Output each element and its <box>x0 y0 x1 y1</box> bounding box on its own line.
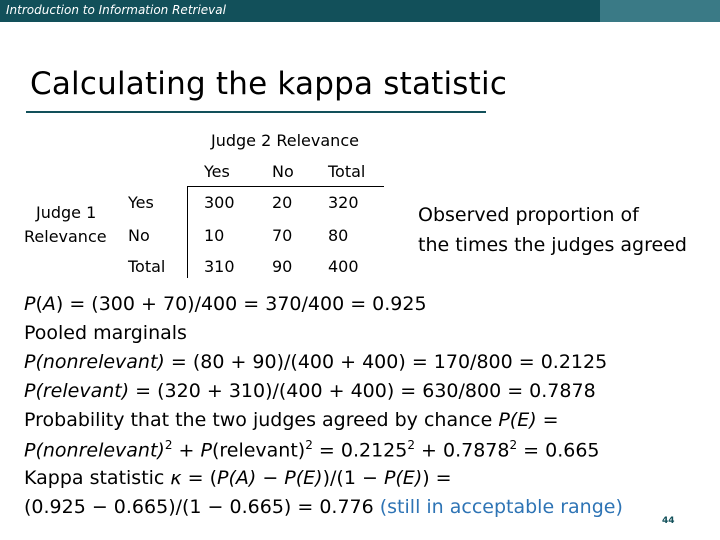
body-line-pnonrel <box>24 351 607 373</box>
col-header-yes: Yes <box>204 162 230 181</box>
prel-rest: = (320 + 310)/(400 + 400) = 630/800 = 0.7878 <box>129 380 596 402</box>
body-line-pa <box>24 293 427 315</box>
pnonrel-rest: = (80 + 90)/(400 + 400) = 170/800 = 0.2125 <box>164 351 608 373</box>
row-header-total: Total <box>128 257 166 276</box>
cell-yes-no: 20 <box>272 193 293 212</box>
col-group-label: Judge 2 Relevance <box>211 131 359 150</box>
pnonrel-term: P(nonrelevant) <box>24 351 165 373</box>
slide-title: Calculating the kappa statistic <box>30 66 508 102</box>
row-header-yes: Yes <box>128 193 154 212</box>
body-line-prel <box>24 380 596 402</box>
row-group-label-2: Relevance <box>24 227 107 246</box>
body-line-pe-intro <box>24 409 559 431</box>
header-title: Introduction to Information Retrieval <box>6 3 226 17</box>
pe-eq: = <box>536 409 559 431</box>
col-header-no: No <box>272 162 294 181</box>
cell-total-no: 90 <box>272 257 293 276</box>
pa-p: P <box>24 293 36 315</box>
pa-open: ( <box>35 293 43 315</box>
col-header-total: Total <box>328 162 366 181</box>
table-horizontal-rule <box>187 186 384 187</box>
cell-no-yes: 10 <box>204 226 225 245</box>
pe-intro-text: Probability that the two judges agreed by chance <box>24 409 499 431</box>
pa-a: A <box>42 293 56 315</box>
cell-yes-total: 320 <box>328 193 359 212</box>
prel-term: P(relevant) <box>24 380 130 402</box>
pa-rest: ) = (300 + 70)/400 = 370/400 = 0.925 <box>55 293 427 315</box>
cell-total-total: 400 <box>328 257 359 276</box>
cell-yes-yes: 300 <box>204 193 235 212</box>
row-group-label-1: Judge 1 <box>36 203 97 222</box>
header-accent <box>600 0 720 22</box>
body-line-pooled: Pooled marginals <box>24 322 187 344</box>
table-vertical-rule <box>187 186 188 278</box>
body-line-result: (0.925 − 0.665)/(1 − 0.665) = 0.776 (still in acceptable range) <box>24 496 623 518</box>
note-line-2: the times the judges agreed <box>418 234 687 256</box>
cell-total-yes: 310 <box>204 257 235 276</box>
body-line-pe-calc: P(nonrelevant)$^2$ + P(relevant)$^2$ = $0.2125^2 + 0.7878^2 = 0.665$ <box>24 438 600 462</box>
pe-term: P(E) <box>498 409 537 431</box>
pe-calc-nonrel: P(nonrelevant) <box>24 439 165 462</box>
row-header-no: No <box>128 226 150 245</box>
body-line-kappa: Kappa statistic κ = (P(A) − P(E))/(1 − P(E)) = <box>24 467 452 489</box>
kappa-symbol: κ <box>170 467 182 489</box>
cell-no-total: 80 <box>328 226 349 245</box>
title-underline <box>26 111 486 113</box>
note-line-1: Observed proportion of <box>418 204 639 226</box>
page-number: 44 <box>662 516 675 526</box>
acceptable-range-note: (still in acceptable range) <box>379 496 623 518</box>
cell-no-no: 70 <box>272 226 293 245</box>
